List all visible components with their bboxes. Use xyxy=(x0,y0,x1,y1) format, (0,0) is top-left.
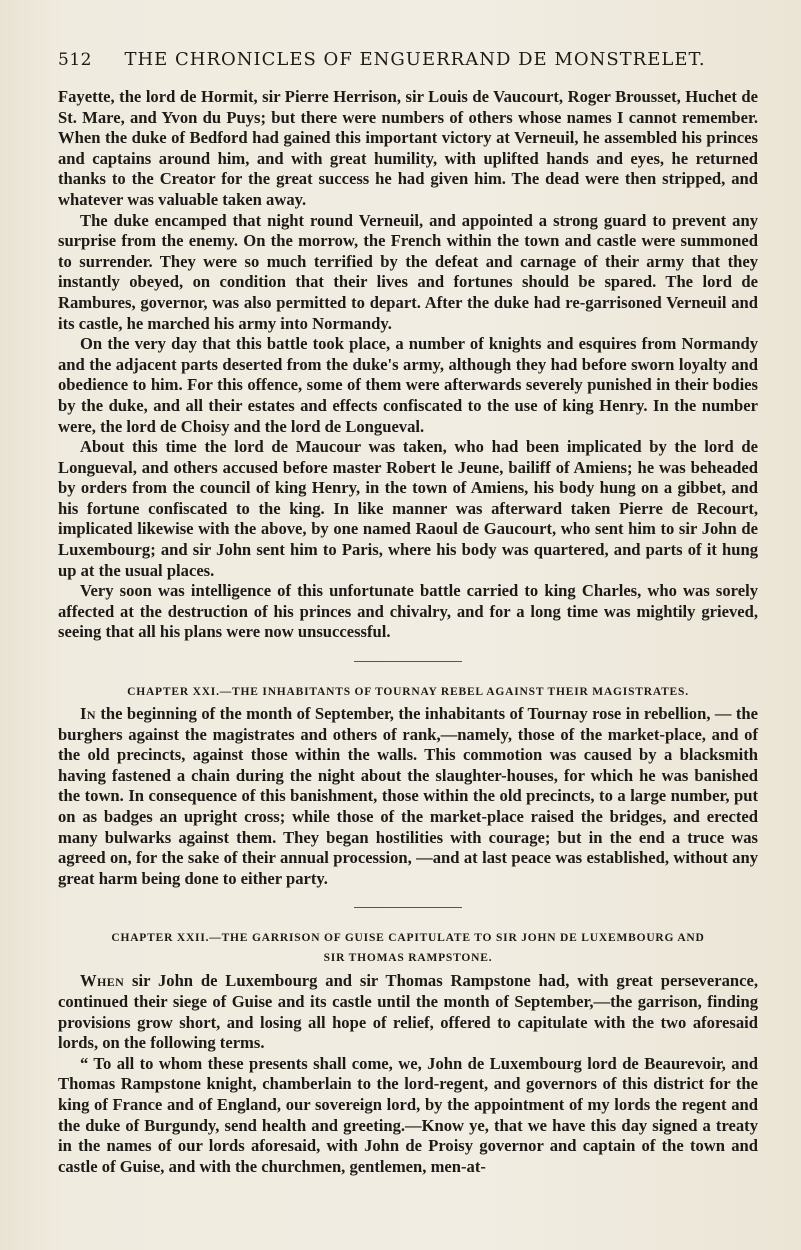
section-divider xyxy=(354,907,462,908)
section-divider xyxy=(354,661,462,662)
page-header xyxy=(58,50,758,76)
paragraph-text: the beginning of the month of September, the inhabitants of Tournay rose in rebellion, — the burghers against the magistrates and others of rank,—namely, those of the market-place, and of the old precincts, against those within the walls. This commotion was caused by a blacksmith having fastened a chain during the night about the slaughter-houses, for which he was banished the town. In consequence of this banishment, those within the old precincts, to a large number, put on as badges an upright cross; while those of the market-place raised the bridges, and erected many bulwarks against them. They began hostilities with courage; but in the end a truce was agreed on, for the sake of their annual procession, —and at last peace was established, without any great harm being done to either party. xyxy=(58,704,758,888)
lead-word: In xyxy=(80,704,96,724)
chapter-heading: CHAPTER XXI.—THE INHABITANTS OF TOURNAY REBEL AGAINST THEIR MAGISTRATES. xyxy=(127,686,689,699)
paragraph xyxy=(58,971,758,1053)
paragraph: About this time the lord de Maucour was taken, who had been implicated by the lord de Longueval, and others accused before master Robert le Jeune, bailiff of Amiens; he was beheaded by orders from the council of king Henry, in the town of Amiens, his body hung on a gibbet, and his fortune confiscated to the king. In like manner was afterward taken Pierre de Recourt, implicated likewise with the above, by one named Raoul de Gaucourt, who sent him to sir John de Luxembourg; and sir John sent him to Paris, where his body was quartered, and parts of it hung up at the usual places. xyxy=(58,437,758,580)
running-title: THE CHRONICLES OF ENGUERRAND DE MONSTRELET. xyxy=(124,49,706,70)
page-body xyxy=(58,87,758,1177)
paragraph: The duke encamped that night round Verneuil, and appointed a strong guard to prevent any surprise from the enemy. On the morrow, the French within the town and castle were summoned to surrender. They were so much terrified by the defeat and carnage of their army that they instantly obeyed, on condition that their lives and fortunes should be spared. The lord de Rambures, governor, was also permitted to depart. After the duke had re-garrisoned Verneuil and its castle, he marched his army into Normandy. xyxy=(58,210,758,333)
lead-word: When xyxy=(80,971,125,991)
chapter-heading-line: SIR THOMAS RAMPSTONE. xyxy=(323,952,493,965)
page-number: 512 xyxy=(58,50,92,70)
chapter-heading-line: CHAPTER XXII.—THE GARRISON OF GUISE CAPITULATE TO SIR JOHN DE LUXEMBOURG AND xyxy=(111,932,705,945)
paragraph: Fayette, the lord de Hormit, sir Pierre Herrison, sir Louis de Vaucourt, Roger Brousset, Huchet de St. Mare, and Yvon du Puys; but there were numbers of others whose names I cannot remember. When the duke of Bedford had gained this important victory at Verneuil, he assembled his princes and captains around him, and with great humility, with uplifted hands and eyes, he returned thanks to the Creator for the great success he had given him. The dead were then stripped, and whatever was valuable taken away. xyxy=(58,87,758,209)
paragraph: “ To all to whom these presents shall come, we, John de Luxembourg lord de Beaurevoir, and Thomas Rampstone knight, chamberlain to the lord-regent, and governors of this district for the king of France and of England, our sovereign lord, by the appointment of my lords the regent and the duke of Burgundy, send health and greeting.—Know ye, that we have this day signed a treaty in the names of our lords aforesaid, with John de Proisy governor and captain of the town and castle of Guise, and with the churchmen, gentlemen, men-at- xyxy=(58,1053,758,1176)
paragraph xyxy=(58,704,758,889)
chapter-heading xyxy=(58,928,758,968)
paragraph-text: sir John de Luxembourg and sir Thomas Rampstone had, with great perseverance, continued their siege of Guise and its castle until the month of September,—the garrison, finding provisions grow short, and losing all hope of relief, offered to capitulate with the two aforesaid lords, on the following terms. xyxy=(58,971,758,1053)
paragraph: On the very day that this battle took place, a number of knights and esquires from Normandy and the adjacent parts deserted from the duke's army, although they had before sworn loyalty and obedience to him. For this offence, some of them were afterwards severely punished in their bodies by the duke, and all their estates and effects confiscated to the use of king Henry. In the number were, the lord de Choisy and the lord de Longueval. xyxy=(58,334,758,436)
paragraph: Very soon was intelligence of this unfortunate battle carried to king Charles, who was sorely affected at the destruction of his princes and chivalry, and for a long time was mightily grieved, seeing that all his plans were now unsuccessful. xyxy=(58,581,758,642)
